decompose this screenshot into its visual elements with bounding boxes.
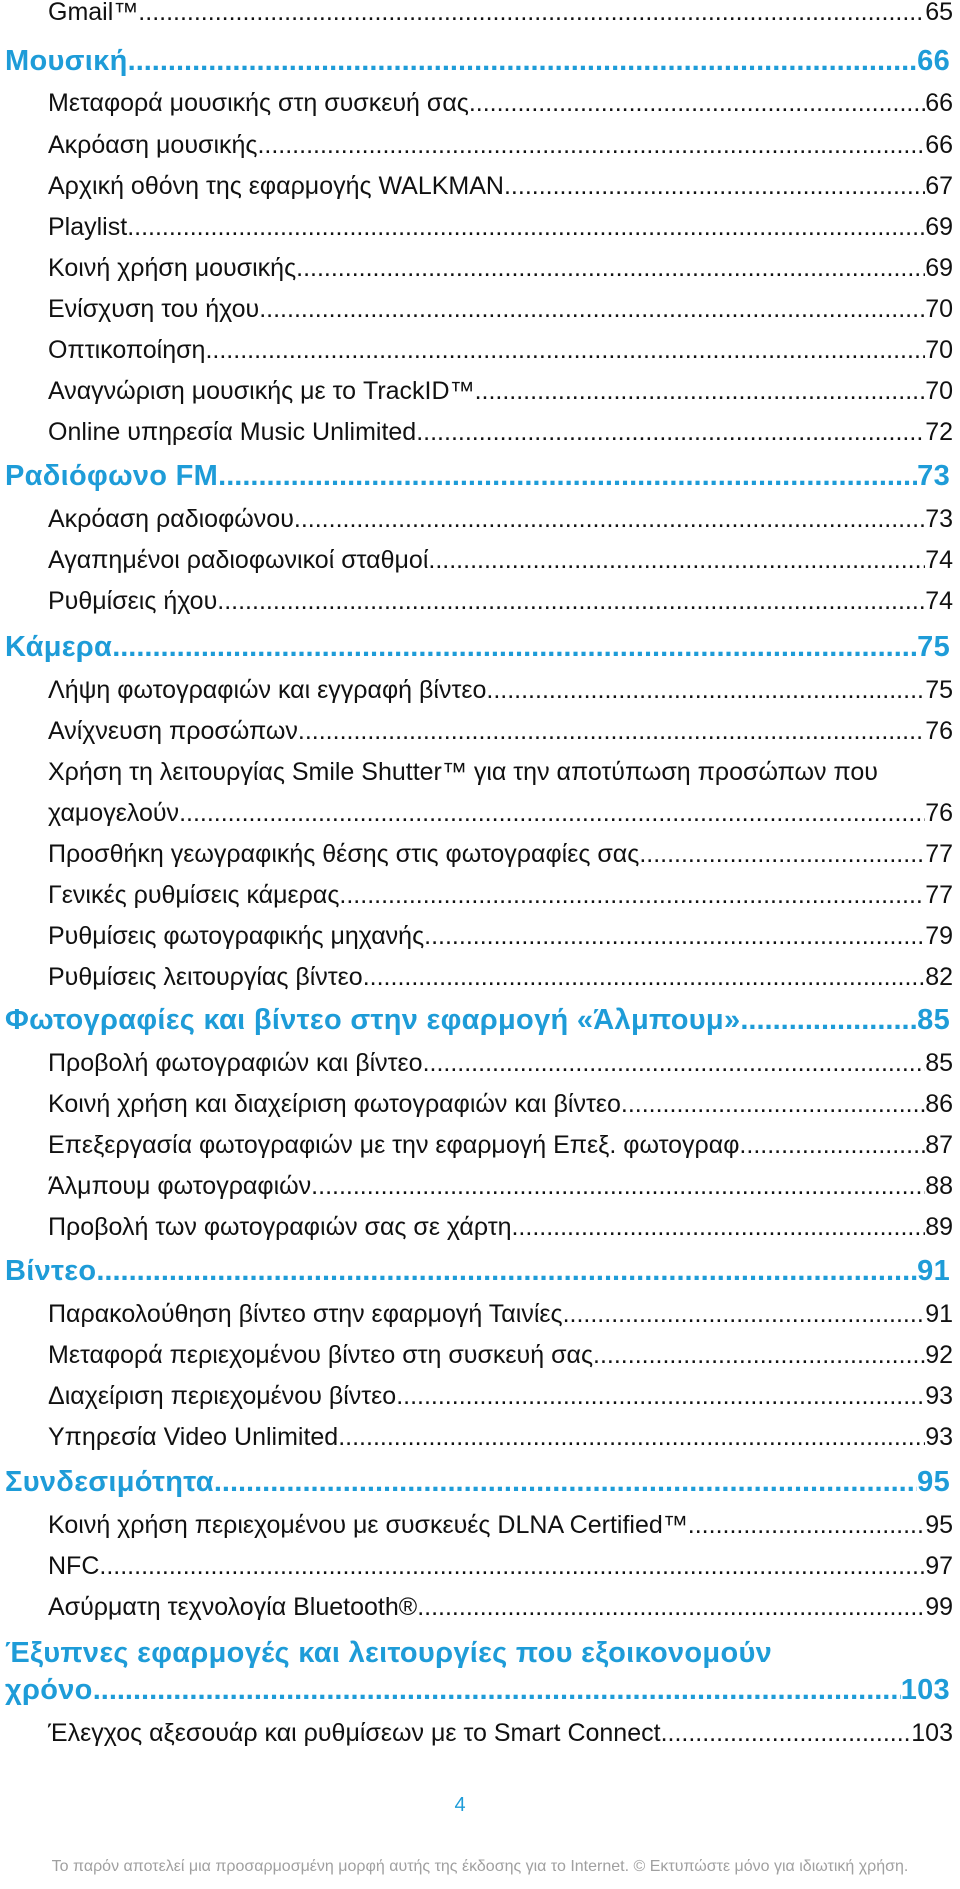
toc-entry[interactable] [48, 1172, 953, 1201]
toc-entry-page: 67 [925, 172, 953, 200]
toc-entry-title: Ανίχνευση προσώπων [48, 717, 298, 745]
dot-leader [469, 89, 925, 118]
toc-entry-title: Διαχείριση περιεχομένου βίντεο [48, 1382, 397, 1410]
toc-entry-title: Υπηρεσία Video Unlimited [48, 1423, 339, 1451]
dot-leader [128, 45, 918, 78]
toc-entry-title: Ακρόαση ραδιοφώνου [48, 505, 294, 533]
toc-entry-page: 69 [925, 213, 953, 241]
toc-entry-page: 103 [911, 1719, 953, 1747]
toc-entry-title: Γενικές ρυθμίσεις κάμερας [48, 881, 340, 909]
toc-entry-title: Προβολή των φωτογραφιών σας σε χάρτη [48, 1213, 512, 1241]
toc-entry-page: 93 [925, 1423, 953, 1451]
toc-entry[interactable] [48, 213, 953, 242]
toc-entry-title: Μεταφορά περιεχομένου βίντεο στη συσκευή σας [48, 1341, 594, 1369]
toc-entry-page: 76 [925, 799, 953, 827]
toc-entry-page: 70 [925, 295, 953, 323]
toc-entry[interactable] [48, 254, 953, 283]
toc-entry-title: Ρυθμίσεις φωτογραφικής μηχανής [48, 922, 425, 950]
dot-leader [428, 546, 925, 575]
toc-entry[interactable] [48, 840, 953, 869]
toc-entry-page: 97 [925, 1552, 953, 1580]
toc-section-title: Φωτογραφίες και βίντεο στην εφαρμογή «Άλμπουμ» [5, 1004, 741, 1036]
toc-entry[interactable] [48, 1049, 953, 1078]
toc-entry[interactable] [48, 799, 953, 828]
dot-leader [93, 1674, 901, 1707]
dot-leader [214, 1466, 917, 1499]
toc-entry-title: Ρυθμίσεις ήχου [48, 587, 218, 615]
dot-leader [416, 418, 925, 447]
dot-leader [511, 1213, 925, 1242]
toc-entry-title: Προβολή φωτογραφιών και βίντεο [48, 1049, 423, 1077]
toc-entry[interactable] [48, 1131, 953, 1160]
dot-leader [218, 460, 917, 493]
toc-section-page: 85 [917, 1004, 950, 1036]
dot-leader [205, 336, 925, 365]
toc-entry-title: Αρχική οθόνη της εφαρμογής WALKMAN [48, 172, 504, 200]
toc-entry-title: Ρυθμίσεις λειτουργίας βίντεο [48, 963, 363, 991]
dot-leader [179, 799, 925, 828]
toc-entry-page: 76 [925, 717, 953, 745]
toc-section-radio[interactable] [5, 460, 950, 493]
toc-entry-page: 66 [925, 131, 953, 159]
dot-leader [296, 254, 925, 283]
toc-entry-title: Gmail™ [48, 0, 139, 26]
toc-entry[interactable] [48, 172, 953, 201]
toc-section-video[interactable] [5, 1255, 950, 1288]
toc-section-album[interactable] [5, 1004, 950, 1037]
toc-entry-title: Κοινή χρήση περιεχομένου με συσκευές DLNA Certified™ [48, 1511, 688, 1539]
toc-entry-title: Άλμπουμ φωτογραφιών [48, 1172, 312, 1200]
dot-leader [294, 505, 925, 534]
dot-leader [563, 1300, 926, 1329]
toc-entry[interactable] [48, 377, 953, 406]
dot-leader [688, 1511, 925, 1540]
toc-entry[interactable] [48, 881, 953, 910]
toc-entry-page: 74 [925, 546, 953, 574]
toc-entry-title: Λήψη φωτογραφιών και εγγραφή βίντεο [48, 676, 487, 704]
toc-section-title: Κάμερα [5, 631, 113, 663]
toc-entry[interactable] [48, 1423, 953, 1452]
toc-entry-title: Επεξεργασία φωτογραφιών με την εφαρμογή Επεξ. φωτογραφ [48, 1131, 740, 1159]
dot-leader [423, 1049, 926, 1078]
toc-entry-title: Online υπηρεσία Music Unlimited [48, 418, 417, 446]
toc-entry[interactable] [48, 963, 953, 992]
toc-entry-title: Οπτικοποίηση [48, 336, 206, 364]
toc-entry-page: 77 [925, 840, 953, 868]
dot-leader [661, 1719, 912, 1748]
toc-section-smart[interactable] [5, 1674, 950, 1707]
toc-entry[interactable] [48, 546, 953, 575]
toc-entry-title: Playlist [48, 213, 128, 241]
toc-section-page: 91 [917, 1255, 950, 1287]
toc-entry-page: 73 [925, 505, 953, 533]
toc-entry-page: 65 [925, 0, 953, 26]
dot-leader [417, 1593, 925, 1622]
footer-note: Το παρόν αποτελεί μια προσαρμοσμένη μορφή αυτής της έκδοσης για το Internet. © Εκτυπώστε μόνο για ιδιωτική χρήση. [51, 1858, 909, 1875]
toc-entry-title: Αγαπημένοι ραδιοφωνικοί σταθμοί [48, 546, 429, 574]
toc-entry[interactable] [48, 418, 953, 447]
dot-leader [298, 717, 925, 746]
toc-entry-page: 86 [925, 1090, 953, 1118]
dot-leader [311, 1172, 925, 1201]
toc-entry[interactable] [48, 1341, 953, 1370]
toc-entry-title: Έλεγχος αξεσουάρ και ρυθμίσεων με το Smart Connect [48, 1719, 661, 1747]
toc-entry[interactable] [48, 1213, 953, 1242]
toc-entry-title: Ασύρματη τεχνολογία Bluetooth® [48, 1593, 418, 1621]
toc-entry-page: 85 [925, 1049, 953, 1077]
toc-section-camera[interactable] [5, 631, 950, 664]
toc-entry-title: Αναγνώριση μουσικής με το TrackID™ [48, 377, 475, 405]
toc-section-title-line1[interactable]: Έξυπνες εφαρμογές και λειτουργίες που εξοικονομούν [5, 1637, 773, 1669]
dot-leader [259, 295, 925, 324]
toc-entry-title: χαμογελούν [48, 799, 180, 827]
toc-entry-title: Προσθήκη γεωγραφικής θέσης στις φωτογραφίες σας [48, 840, 640, 868]
dot-leader [338, 1423, 925, 1452]
toc-entry-page: 92 [925, 1341, 953, 1369]
dot-leader [127, 213, 925, 242]
toc-entry-page: 74 [925, 587, 953, 615]
toc-section-page: 95 [917, 1466, 950, 1498]
toc-entry-page: 72 [925, 418, 953, 446]
toc-entry[interactable] [48, 1552, 953, 1581]
toc-section-music[interactable] [5, 45, 950, 78]
toc-entry-title: Κοινή χρήση μουσικής [48, 254, 297, 282]
toc-entry[interactable] [48, 505, 953, 534]
toc-entry-page: 91 [925, 1300, 953, 1328]
toc-section-page: 66 [917, 45, 950, 77]
toc-entry-page: 70 [925, 377, 953, 405]
toc-section-title: Ραδιόφωνο FM [5, 460, 219, 492]
toc-entry[interactable] [48, 1300, 953, 1329]
dot-leader [257, 131, 925, 160]
toc-entry[interactable] [48, 922, 953, 951]
toc-entry[interactable] [48, 89, 953, 118]
dot-leader [138, 0, 925, 27]
toc-entry-title: Παρακολούθηση βίντεο στην εφαρμογή Ταινίες [48, 1300, 563, 1328]
toc-entry-gmail[interactable] [48, 0, 953, 27]
toc-section-page: 73 [917, 460, 950, 492]
toc-entry-page: 87 [925, 1131, 953, 1159]
toc-entry-page: 93 [925, 1382, 953, 1410]
toc-section-connectivity[interactable] [5, 1466, 950, 1499]
dot-leader [339, 881, 925, 910]
toc-entry-page: 77 [925, 881, 953, 909]
dot-leader [593, 1341, 925, 1370]
toc-entry-page: 88 [925, 1172, 953, 1200]
toc-entry-title: Ενίσχυση του ήχου [48, 295, 260, 323]
toc-section-title: χρόνο [5, 1674, 93, 1706]
toc-entry[interactable] [48, 131, 953, 160]
toc-entry[interactable] [48, 717, 953, 746]
dot-leader [424, 922, 925, 951]
toc-entry[interactable] [48, 1719, 953, 1748]
toc-entry[interactable] [48, 1382, 953, 1411]
toc-section-page: 103 [900, 1674, 950, 1706]
toc-entry[interactable] [48, 676, 953, 705]
toc-entry-title: Ακρόαση μουσικής [48, 131, 258, 159]
toc-entry[interactable] [48, 295, 953, 324]
dot-leader [99, 1552, 925, 1581]
page-number: 4 [454, 1794, 466, 1816]
dot-leader [486, 676, 925, 705]
toc-section-title: Μουσική [5, 45, 128, 77]
toc-entry-page: 75 [925, 676, 953, 704]
toc-entry[interactable] [48, 336, 953, 365]
toc-entry[interactable] [48, 587, 953, 616]
toc-entry-page: 95 [925, 1511, 953, 1539]
dot-leader [363, 963, 925, 992]
toc-entry-page: 89 [925, 1213, 953, 1241]
toc-entry-page: 66 [925, 89, 953, 117]
toc-entry-page: 70 [925, 336, 953, 364]
dot-leader [621, 1090, 925, 1119]
toc-entry-page: 99 [925, 1593, 953, 1621]
toc-entry-title-line1[interactable]: Χρήση τη λειτουργίας Smile Shutter™ για την αποτύπωση προσώπων που [48, 758, 878, 786]
dot-leader [504, 172, 925, 201]
dot-leader [475, 377, 926, 406]
dot-leader [739, 1131, 925, 1160]
dot-leader [639, 840, 925, 869]
toc-section-title: Βίντεο [5, 1255, 97, 1287]
toc-entry-title: NFC [48, 1552, 100, 1580]
dot-leader [396, 1382, 925, 1411]
dot-leader [740, 1004, 917, 1037]
toc-entry-page: 69 [925, 254, 953, 282]
dot-leader [112, 631, 917, 664]
toc-entry-title: Μεταφορά μουσικής στη συσκευή σας [48, 89, 469, 117]
toc-entry-title: Κοινή χρήση και διαχείριση φωτογραφιών και βίντεο [48, 1090, 621, 1118]
toc-entry[interactable] [48, 1090, 953, 1119]
toc-entry-page: 82 [925, 963, 953, 991]
dot-leader [96, 1255, 917, 1288]
toc-section-title: Συνδεσιμότητα [5, 1466, 214, 1498]
toc-entry-page: 79 [925, 922, 953, 950]
toc-section-page: 75 [917, 631, 950, 663]
toc-entry[interactable] [48, 1511, 953, 1540]
toc-entry[interactable] [48, 1593, 953, 1622]
dot-leader [217, 587, 925, 616]
